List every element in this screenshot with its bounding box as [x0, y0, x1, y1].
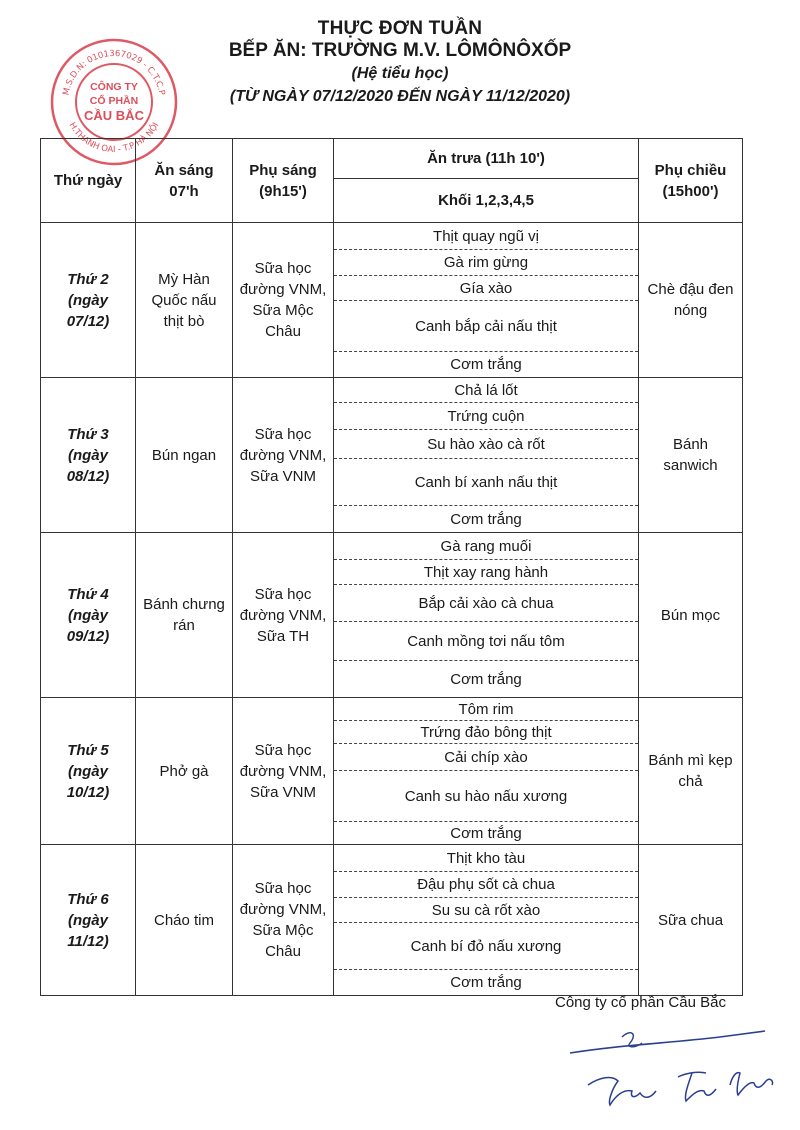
header-breakfast: Ăn sáng 07'h	[136, 139, 233, 223]
lunch-item: Gía xào	[334, 276, 638, 301]
lunch-item: Cơm trắng	[450, 356, 522, 373]
morning-snack-cell-line: Sữa học	[254, 741, 312, 759]
lunch-item: Thịt kho tàu	[334, 845, 638, 872]
svg-text:H.THANH OAI - T.P HÀ NỘI: H.THANH OAI - T.P HÀ NỘI	[66, 120, 162, 156]
breakfast-cell-line: Mỳ Hàn	[158, 270, 210, 288]
lunch-item: Canh mồng tơi nấu tôm	[334, 622, 638, 661]
morning-snack-cell-line: Châu	[265, 943, 301, 960]
lunch-item: Bắp cải xào cà chua	[334, 585, 638, 622]
afternoon-snack-cell	[639, 533, 743, 698]
breakfast-cell	[136, 378, 233, 533]
breakfast-cell-line: Cháo tim	[153, 911, 215, 929]
lunch-cell	[334, 845, 639, 996]
lunch-item: Cơm trắng	[450, 974, 522, 991]
header-lunch: Ăn trưa (11h 10')	[334, 139, 639, 179]
lunch-item: Gà rang muối	[334, 533, 638, 560]
kitchen-name: BẾP ĂN: TRƯỜNG M.V. LÔMÔNÔXỐP	[228, 40, 572, 61]
header-afternoon-snack: Phụ chiều (15h00')	[639, 139, 743, 223]
afternoon-snack-cell-line: Bánh	[672, 436, 709, 453]
menu-row	[41, 378, 743, 533]
morning-snack-cell-line: đường VNM,	[239, 446, 327, 464]
company-name: Công ty cổ phần Cầu Bắc	[555, 994, 726, 1011]
breakfast-cell-line: Phở gà	[159, 762, 209, 780]
lunch-item: Trứng cuộn	[334, 403, 638, 430]
lunch-item: Thịt xay rang hành	[334, 560, 638, 585]
weekly-menu-table	[40, 138, 743, 996]
breakfast-cell	[136, 845, 233, 996]
menu-row	[41, 845, 743, 996]
lunch-item: Cải chíp xào	[334, 744, 638, 771]
morning-snack-cell	[233, 845, 334, 996]
day-cell-line: (ngày	[67, 291, 108, 309]
morning-snack-cell-line: Sữa học	[254, 585, 312, 603]
header-morning-snack: Phụ sáng (9h15')	[233, 139, 334, 223]
day-cell-line: (ngày	[67, 446, 108, 464]
lunch-cell	[334, 698, 639, 845]
menu-row	[41, 533, 743, 698]
morning-snack-cell-line: đường VNM,	[239, 762, 327, 780]
lunch-item: Su hào xào cà rốt	[334, 430, 638, 459]
lunch-item: Chả lá lốt	[334, 378, 638, 403]
morning-snack-cell-line: Sữa học	[254, 880, 312, 897]
lunch-item: Cơm trắng	[450, 824, 522, 842]
morning-snack-cell-line: Châu	[265, 323, 301, 340]
morning-snack-cell-line: đường VNM,	[239, 606, 327, 624]
lunch-cell	[334, 223, 639, 378]
day-cell-line: Thứ 5	[67, 741, 109, 759]
breakfast-cell-line: Quốc nấu	[151, 291, 217, 309]
lunch-item: Trứng đảo bông thịt	[334, 721, 638, 744]
day-cell	[41, 845, 136, 996]
morning-snack-cell-line: Sữa Mộc	[252, 302, 314, 319]
breakfast-cell-line: rán	[173, 617, 195, 634]
morning-snack-cell-line: Sữa TH	[256, 627, 310, 645]
day-cell-line: (ngày	[67, 606, 108, 624]
header-lunch-grades: Khối 1,2,3,4,5	[334, 179, 639, 223]
lunch-item: Canh bắp cải nấu thịt	[334, 301, 638, 352]
morning-snack-cell-line: đường VNM,	[239, 901, 327, 918]
morning-snack-cell-line: đường VNM,	[239, 281, 327, 298]
breakfast-cell	[136, 698, 233, 845]
menu-title: THỰC ĐƠN TUẦN	[317, 18, 483, 39]
afternoon-snack-cell-line: Sữa chua	[657, 911, 724, 929]
day-cell	[41, 533, 136, 698]
morning-snack-cell-line: Sữa Mộc	[252, 922, 314, 939]
svg-text:CÔNG TY: CÔNG TY	[90, 81, 138, 93]
afternoon-snack-cell-line: nóng	[673, 302, 708, 319]
day-cell-line: 10/12)	[66, 783, 110, 801]
menu-row	[41, 223, 743, 378]
date-range: (TỪ NGÀY 07/12/2020 ĐẾN NGÀY 11/12/2020)	[229, 88, 571, 105]
breakfast-cell	[136, 533, 233, 698]
morning-snack-cell	[233, 533, 334, 698]
morning-snack-cell-line: Sữa VNM	[250, 467, 316, 485]
breakfast-cell	[136, 223, 233, 378]
menu-row	[41, 698, 743, 845]
lunch-item: Đậu phụ sốt cà chua	[334, 872, 638, 898]
handwritten-signature	[560, 1015, 780, 1115]
day-cell	[41, 378, 136, 533]
afternoon-snack-cell-line: Bún mọc	[660, 606, 721, 624]
day-cell-line: 11/12)	[67, 932, 109, 950]
lunch-item: Canh bí xanh nấu thịt	[334, 459, 638, 506]
day-cell-line: Thứ 4	[67, 585, 109, 603]
morning-snack-cell	[233, 378, 334, 533]
day-cell-line: (ngày	[67, 911, 108, 929]
lunch-cell	[334, 378, 639, 533]
morning-snack-cell-line: Sữa học	[254, 425, 312, 443]
lunch-item: Canh su hào nấu xương	[334, 771, 638, 822]
lunch-item: Gà rim gừng	[334, 250, 638, 276]
lunch-item: Canh bí đỏ nấu xương	[334, 923, 638, 970]
afternoon-snack-cell	[639, 223, 743, 378]
lunch-cell	[334, 533, 639, 698]
afternoon-snack-cell-line: Chè đậu đen	[647, 281, 734, 298]
svg-text:CỔ PHẦN: CỔ PHẦN	[89, 95, 139, 107]
day-cell-line: 07/12)	[66, 312, 110, 330]
day-cell	[41, 223, 136, 378]
afternoon-snack-cell-line: chả	[678, 773, 703, 790]
afternoon-snack-cell	[639, 378, 743, 533]
lunch-item: Cơm trắng	[450, 670, 522, 688]
header-day: Thứ ngày	[41, 139, 136, 223]
svg-text:CẦU BẮC: CẦU BẮC	[84, 108, 144, 123]
morning-snack-cell	[233, 698, 334, 845]
breakfast-cell-line: thịt bò	[163, 312, 205, 330]
breakfast-cell-line: Bún ngan	[151, 446, 217, 464]
afternoon-snack-cell	[639, 845, 743, 996]
breakfast-cell-line: Bánh chưng	[143, 596, 225, 613]
day-cell-line: Thứ 2	[67, 270, 109, 288]
school-level: (Hệ tiểu học)	[351, 65, 449, 82]
day-cell-line: 09/12)	[66, 627, 110, 645]
lunch-item: Thịt quay ngũ vị	[334, 223, 638, 250]
day-cell	[41, 698, 136, 845]
afternoon-snack-cell-line: Bánh mì kẹp	[648, 752, 733, 769]
morning-snack-cell-line: Sữa VNM	[250, 783, 316, 801]
morning-snack-cell	[233, 223, 334, 378]
lunch-item: Tôm rim	[334, 698, 638, 721]
day-cell-line: Thứ 3	[67, 425, 109, 443]
svg-text:M.S.D.N: 0101367029 - C.T.C.P: M.S.D.N: 0101367029 - C.T.C.P	[61, 48, 167, 97]
afternoon-snack-cell	[639, 698, 743, 845]
day-cell-line: Thứ 6	[67, 890, 109, 908]
lunch-item: Su su cà rốt xào	[334, 898, 638, 923]
day-cell-line: (ngày	[67, 762, 108, 780]
morning-snack-cell-line: Sữa học	[254, 260, 312, 277]
lunch-item: Cơm trắng	[450, 510, 522, 528]
day-cell-line: 08/12)	[66, 467, 110, 485]
afternoon-snack-cell-line: sanwich	[663, 457, 718, 474]
